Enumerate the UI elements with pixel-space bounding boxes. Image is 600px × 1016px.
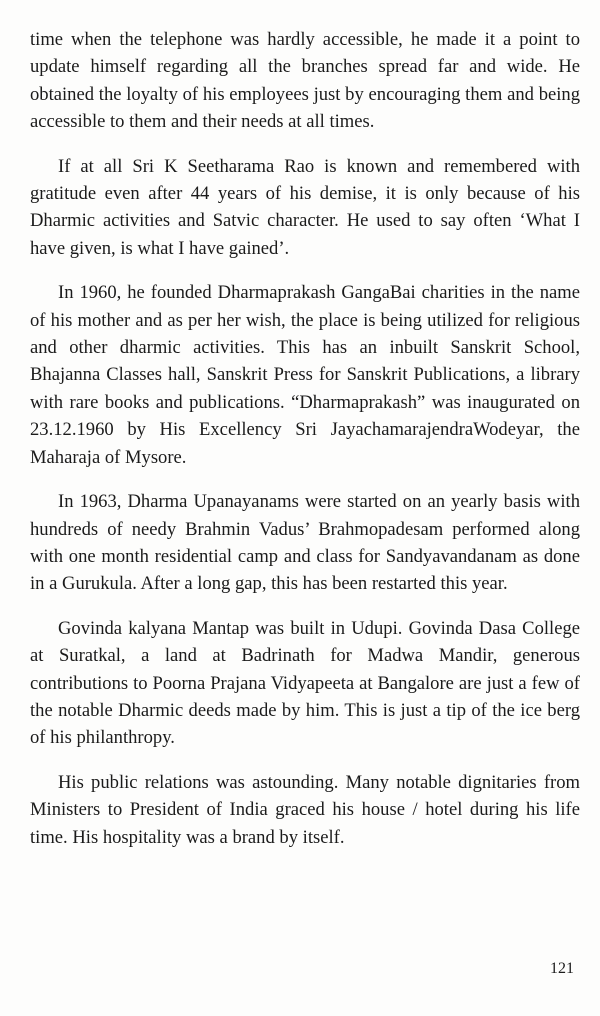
paragraph-1960-charities: In 1960, he founded Dharmaprakash GangaBai charities in the name of his mother and as per her wish, the place is being utilized for religious and other dharmic activities. This has an inbuilt Sanskrit School, Bhajanna Classes hall, Sanskrit Press for Sanskrit Publications, a library with rare books and publications. “Dharmaprakash” was inaugurated on 23.12.1960 by His Excellency Sri JayachamarajendraWodeyar, the Maharaja of Mysore. [30, 282, 580, 468]
paragraph-govinda-mantap: Govinda kalyana Mantap was built in Udupi. Govinda Dasa College at Suratkal, a land at Badrinath for Madwa Mandir, generous contributions to Poorna Prajana Vidyapeeta at Bangalore are just a few of the notable Dharmic deeds made by him. This is just a tip of the ice berg of his philanthropy. [30, 617, 580, 749]
paragraph-continuation: time when the telephone was hardly accessible, he made it a point to update himself regarding all the branches spread far and wide. He obtained the loyalty of his employees just by encouraging them and being accessible to them and their needs at all times. [30, 29, 580, 133]
page-number: 121 [550, 960, 574, 977]
paragraph-public-relations: His public relations was astounding. Many notable dignitaries from Ministers to President of India graced his house / hotel during his life time. His hospitality was a brand by itself. [30, 771, 580, 848]
paragraph-1963-upanayanams: In 1963, Dharma Upanayanams were started on an yearly basis with hundreds of needy Brahmin Vadus’ Brahmopadesam performed along with one month residential camp and class for Sandyavandanam as done in a Gurukula. After a long gap, this has been restarted this year. [30, 491, 580, 595]
body-text [30, 26, 580, 851]
paragraph-remembered: If at all Sri K Seetharama Rao is known and remembered with gratitude even after 44 years of his demise, it is only because of his Dharmic activities and Satvic character. He used to say often ‘What I have given, is what I have gained’. [30, 155, 580, 259]
